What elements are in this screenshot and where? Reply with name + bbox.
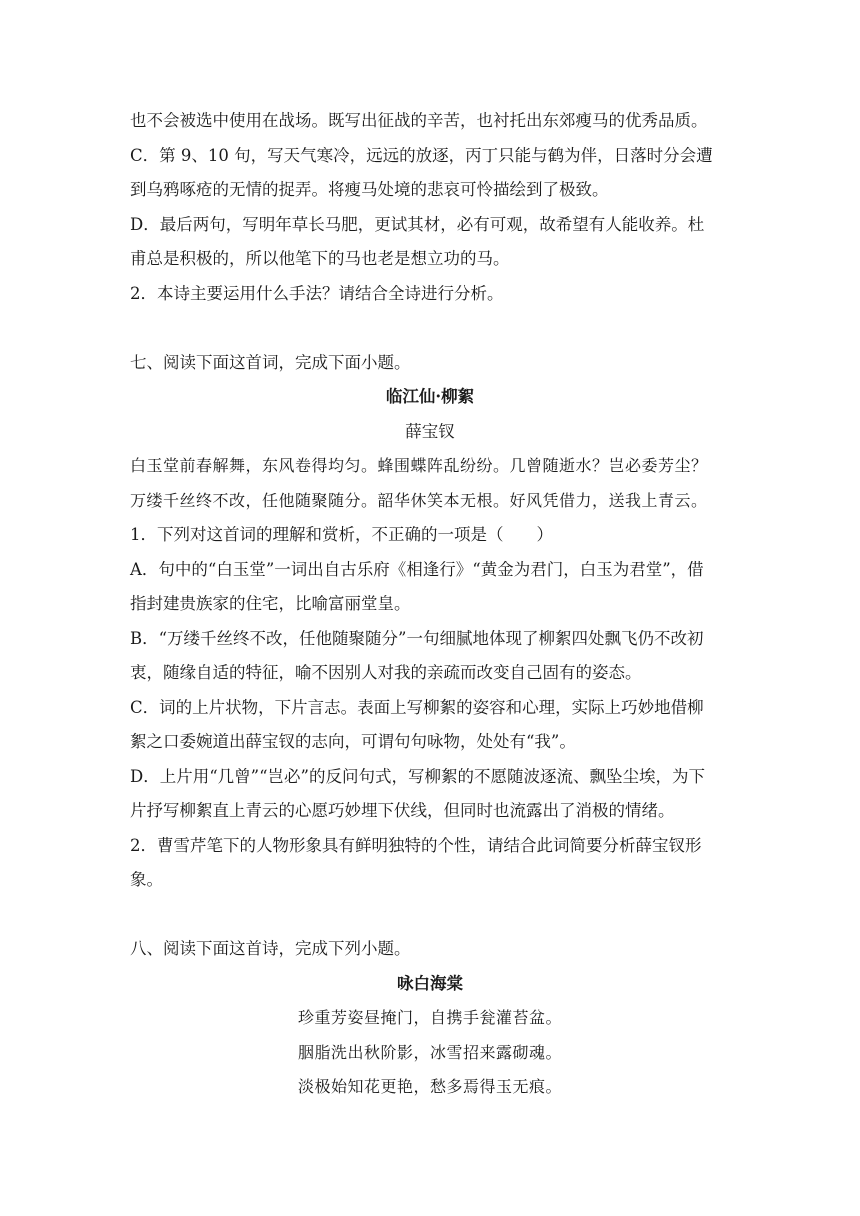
option-b-line-2: 衷，随缘自适的特征，喻不因别人对我的亲疏而改变自己固有的姿态。 [130, 663, 642, 682]
text-line: 也不会被选中使用在战场。既写出征战的辛苦，也衬托出东郊瘦马的优秀品质。 [130, 111, 708, 130]
question-2: 2．本诗主要运用什么手法？请结合全诗进行分析。 [130, 283, 504, 303]
option-d-line-2: 甫总是积极的，所以他笔下的马也老是想立功的马。 [130, 249, 510, 268]
section-heading-8: 八、阅读下面这首诗，完成下列小题。 [130, 939, 411, 958]
option-a-line-1: A．句中的“白玉堂”一词出自古乐府《相逢行》“黄金为君门，白玉为君堂”，借 [130, 559, 704, 579]
poem-line: 珍重芳姿昼掩门，自携手瓮灌苔盆。 [297, 1008, 562, 1027]
poem-author: 薛宝钗 [405, 421, 455, 441]
poem-line: 胭脂洗出秋阶影，冰雪招来露砌魂。 [297, 1042, 562, 1062]
option-c-line-2: 絮之口委婉道出薛宝钗的志向，可谓句句咏物，处处有“我”。 [130, 732, 576, 751]
question-2-line-2: 象。 [130, 870, 163, 889]
section-heading-7: 七、阅读下面这首词，完成下面小题。 [130, 352, 411, 372]
spacer [130, 311, 730, 346]
option-c-line-1: C．词的上片状物，下片言志。表面上写柳絮的姿容和心理，实际上巧妙地借柳 [130, 697, 704, 717]
option-a-line-2: 指封建贵族家的住宅，比喻富丽堂皇。 [130, 594, 411, 613]
poem-line: 淡极始知花更艳，愁多焉得玉无痕。 [297, 1077, 562, 1096]
option-c-line-2: 到乌鸦啄疮的无情的捉弄。将瘦马处境的悲哀可怜描绘到了极致。 [130, 180, 609, 199]
question-1: 1．下列对这首词的理解和赏析，不正确的一项是（ ） [130, 525, 553, 544]
poem-line: 万缕千丝终不改，任他随聚随分。韶华休笑本无根。好风凭借力，送我上青云。 [130, 490, 708, 510]
poem-title: 咏白海棠 [397, 973, 463, 993]
poem-line: 白玉堂前春解舞，东风卷得均匀。蜂围蝶阵乱纷纷。几曾随逝水？岂必委芳尘？ [130, 456, 708, 475]
poem-title: 临江仙·柳絮 [385, 387, 475, 406]
question-2-line-1: 2．曹雪芹笔下的人物形象具有鲜明独特的个性，请结合此词简要分析薛宝钗形 [130, 835, 702, 855]
option-d-line-1: D．最后两句，写明年草长马肥，更试其材，必有可观，故希望有人能收养。杜 [130, 214, 705, 234]
option-d-line-2: 片抒写柳絮直上青云的心愿巧妙埋下伏线，但同时也流露出了消极的情绪。 [130, 801, 675, 820]
option-d-line-1: D．上片用“几曾”“岂必”的反问句式，写柳絮的不愿随波逐流、飘坠尘埃，为下 [130, 766, 705, 786]
option-b-line-1: B．“万缕千丝终不改，任他随聚随分”一句细腻地体现了柳絮四处飘飞仍不改初 [130, 628, 704, 648]
option-c-line-1: C．第 9、10 句，写天气寒冷，远远的放逐，丙丁只能与鹤为伴，日落时分会遭 [130, 145, 713, 165]
spacer [130, 898, 730, 933]
